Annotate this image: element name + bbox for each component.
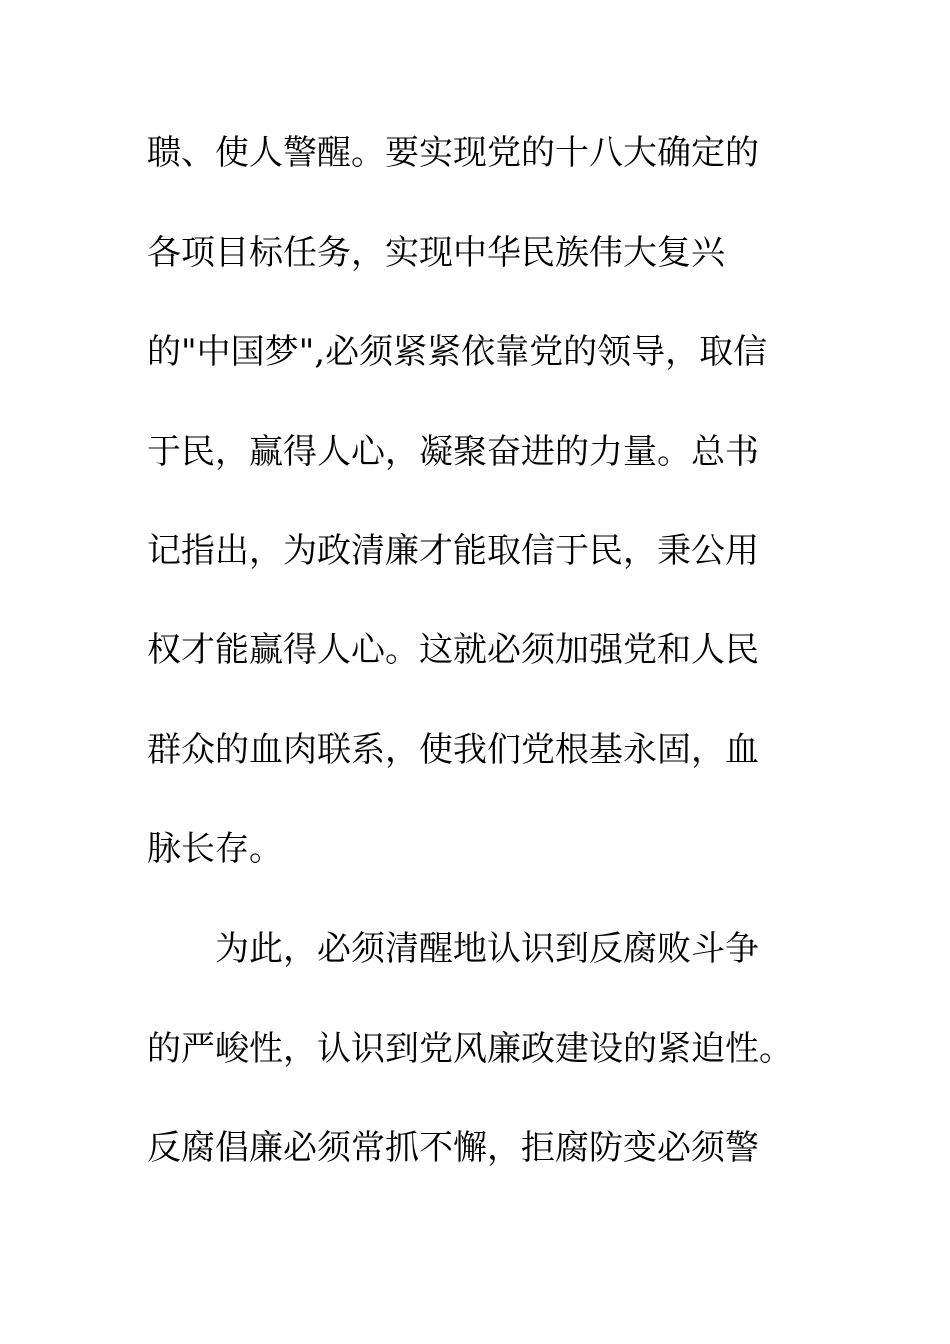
- text-line-3: 的"中国梦",必须紧紧依靠党的领导，取信: [147, 332, 768, 372]
- text-line-1: 聩、使人警醒。要实现党的十八大确定的: [147, 133, 759, 173]
- text-line-6: 权才能赢得人心。这就必须加强党和人民: [147, 630, 759, 670]
- text-line-5: 记指出，为政清廉才能取信于民，秉公用: [147, 531, 759, 571]
- paragraph-2-first-line: 为此，必须清醒地认识到反腐败斗争: [215, 929, 759, 969]
- text-line-10: 的严峻性，认识到党风廉政建设的紧迫性。: [147, 1029, 793, 1069]
- text-line-4: 于民，赢得人心，凝聚奋进的力量。总书: [147, 432, 759, 472]
- text-line-11: 反腐倡廉必须常抓不懈，拒腐防变必须警: [147, 1128, 759, 1168]
- text-line-8: 脉长存。: [147, 829, 283, 869]
- text-line-2: 各项目标任务，实现中华民族伟大复兴: [147, 233, 725, 273]
- text-line-7: 群众的血肉联系，使我们党根基永固，血: [147, 730, 759, 770]
